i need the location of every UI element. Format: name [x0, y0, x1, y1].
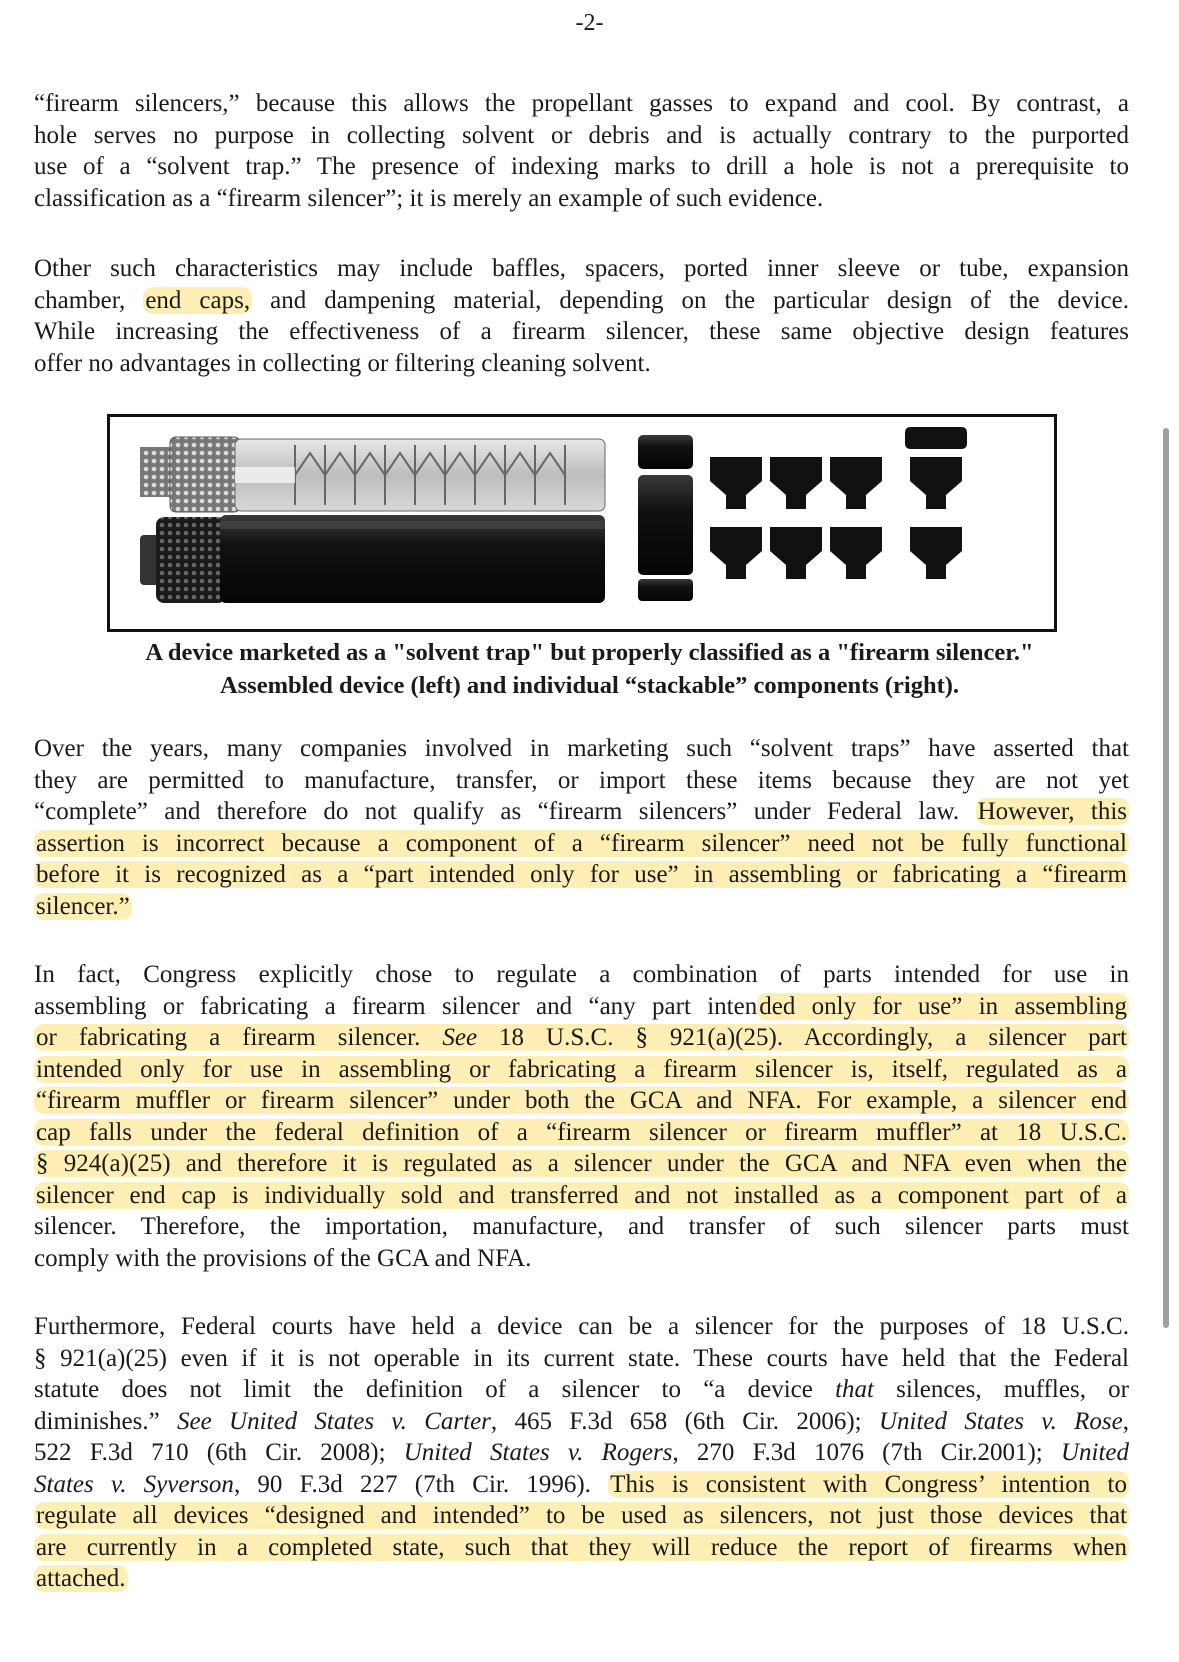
text-line	[34, 891, 1129, 923]
text-span: assembling or fabricating a firearm silencer and “any part inten	[34, 992, 758, 1020]
text-line	[34, 991, 1129, 1023]
black-silencer-view	[140, 515, 605, 603]
highlighted-text: silencer end cap is individually sold and transferred and not installed as a component part of a	[36, 1181, 1127, 1209]
highlighted-text: before it is recognized as a “part intended only for use” in assembling or fabricating a “firearm	[36, 861, 1127, 888]
paragraph-2	[34, 253, 1129, 379]
text-line	[34, 285, 1129, 317]
highlighted-text: cap falls under the federal definition of a “firearm silencer or firearm muffler” at 18 U.S.C.	[36, 1118, 1127, 1146]
text-span: diminishes.”	[34, 1407, 178, 1435]
text-line	[34, 1469, 1129, 1501]
case-citation: United	[1060, 1439, 1129, 1466]
italic-text: See	[442, 1024, 478, 1051]
text-line: Furthermore, Federal courts have held a device can be a silencer for the purposes of 18 U.S.C.	[34, 1313, 1129, 1340]
text-line	[34, 828, 1129, 860]
text-line	[34, 859, 1129, 891]
highlighted-text: end caps,	[145, 286, 251, 314]
highlighted-text: § 924(a)(25) and therefore it is regulated as a silencer under the GCA and NFA even when the	[36, 1150, 1127, 1177]
text-line	[34, 1117, 1129, 1149]
text-span: 522 F.3d 710 (6th Cir. 2008);	[34, 1439, 404, 1466]
text-line	[34, 1180, 1129, 1212]
text-line	[34, 1148, 1129, 1180]
figure-caption-line-2: Assembled device (left) and individual “stackable” components (right).	[219, 672, 960, 699]
italic-text: that	[835, 1376, 874, 1403]
highlighted-text: silencer.”	[36, 892, 130, 920]
text-line: “firearm silencers,” because this allows the propellant gasses to expand and cool. By contrast, a	[34, 90, 1129, 117]
figure-image	[107, 414, 1057, 632]
highlighted-text: This is consistent with Congress’ intention to	[610, 1470, 1127, 1498]
text-span: ,	[1122, 1407, 1129, 1435]
text-line	[34, 1085, 1129, 1117]
stackable-components	[638, 427, 967, 601]
text-line: In fact, Congress explicitly chose to regulate a combination of parts intended for use in	[34, 961, 1129, 988]
highlighted-text	[34, 1024, 1129, 1051]
text-line: § 921(a)(25) even if it is not operable in its current state. These courts have held that the Federal	[34, 1344, 1129, 1372]
text-line: hole serves no purpose in collecting solvent or debris and is actually contrary to the purported	[34, 121, 1129, 149]
highlighted-text: intended only for use in assembling or fabricating a firearm silencer is, itself, regulated as a	[36, 1055, 1127, 1083]
text-line	[34, 1374, 1129, 1406]
text-line	[34, 1054, 1129, 1086]
text-line	[34, 1563, 1129, 1595]
text-line	[34, 1437, 1129, 1469]
highlighted-text: assertion is incorrect because a component of a “firearm silencer” need not be fully functional	[36, 829, 1127, 857]
text-line	[34, 1406, 1129, 1438]
text-span: silences, muffles, or	[873, 1376, 1129, 1403]
text-span: , 270 F.3d 1076 (7th Cir.2001);	[672, 1439, 1061, 1466]
text-span: statute does not limit the definition of a silencer to “a device	[34, 1376, 836, 1403]
text-line: classification as a “firearm silencer”; it is merely an example of such evidence.	[34, 184, 824, 212]
paragraph-5	[34, 1311, 1129, 1595]
text-line: Other such characteristics may include baffles, spacers, ported inner sleeve or tube, expansion	[34, 255, 1129, 282]
figure-caption-line-1: A device marketed as a "solvent trap" but properly classified as a "firearm silencer."	[145, 639, 1034, 666]
case-citation: States v. Syverson	[34, 1470, 234, 1498]
text-line: comply with the provisions of the GCA and NFA.	[34, 1244, 532, 1272]
text-line: offer no advantages in collecting or filtering cleaning solvent.	[34, 349, 651, 377]
text-span: , 465 F.3d 658 (6th Cir. 2006);	[490, 1407, 879, 1435]
text-line: Over the years, many companies involved in marketing such “solvent traps” have asserted that	[34, 735, 1129, 762]
text-span: , 90 F.3d 227 (7th Cir. 1996).	[233, 1470, 609, 1498]
text-line: While increasing the effectiveness of a firearm silencer, these same objective design features	[34, 318, 1129, 345]
scrollbar[interactable]	[1163, 428, 1169, 1328]
text-span: chamber,	[34, 286, 144, 314]
text-line: use of a “solvent trap.” The presence of indexing marks to drill a hole is not a prerequisite to	[34, 153, 1129, 180]
paragraph-4	[34, 959, 1129, 1274]
text-line	[34, 796, 1129, 828]
case-citation: United States v. Rogers	[403, 1439, 673, 1466]
case-citation: See United States v. Carter	[177, 1407, 491, 1435]
transparent-silencer-view	[140, 437, 605, 512]
text-line: silencer. Therefore, the importation, manufacture, and transfer of such silencer parts must	[34, 1213, 1129, 1240]
text-span: 18 U.S.C. § 921(a)(25). Accordingly, a silencer part	[477, 1024, 1127, 1051]
text-span: or fabricating a firearm silencer.	[36, 1024, 443, 1051]
highlighted-text: attached.	[36, 1565, 126, 1592]
highlighted-text: However, this	[977, 798, 1128, 825]
highlighted-text: ded only for use” in assembling	[759, 992, 1127, 1020]
text-span: and dampening material, depending on the particular design of the device.	[252, 286, 1129, 314]
page-number: -2-	[575, 10, 604, 36]
text-line	[34, 1532, 1129, 1564]
text-span: “complete” and therefore do not qualify as “firearm silencers” under Federal law.	[34, 798, 976, 825]
highlighted-text: are currently in a completed state, such that they will reduce the report of firearms when	[36, 1533, 1127, 1561]
case-citation: United States v. Rose	[878, 1407, 1123, 1435]
text-line	[34, 1500, 1129, 1532]
highlighted-text: “firearm muffler or firearm silencer” under both the GCA and NFA. For example, a silencer end	[36, 1087, 1127, 1114]
highlighted-text: regulate all devices “designed and intended” to be used as silencers, not just those devices that	[36, 1502, 1127, 1529]
text-line: they are permitted to manufacture, transfer, or import these items because they are not yet	[34, 766, 1129, 794]
paragraph-1	[34, 88, 1129, 214]
paragraph-3	[34, 733, 1129, 922]
text-line	[34, 1022, 1129, 1054]
